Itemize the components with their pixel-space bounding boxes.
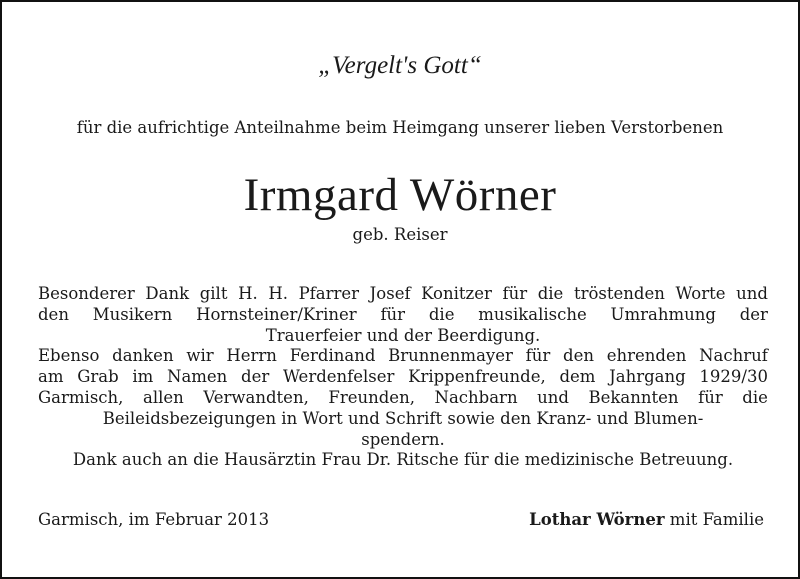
word: am bbox=[38, 367, 64, 387]
signer-suffix: mit Familie bbox=[664, 510, 764, 529]
word: danken bbox=[112, 346, 174, 366]
deceased-name: Irmgard Wörner bbox=[243, 169, 557, 221]
signature bbox=[529, 508, 764, 532]
word: im bbox=[132, 367, 154, 387]
word: Nachruf bbox=[699, 346, 768, 366]
word: 1929/30 bbox=[699, 367, 768, 387]
body-line bbox=[38, 388, 768, 409]
word: Bekannten bbox=[588, 387, 679, 407]
word: ehrenden bbox=[606, 346, 687, 366]
word: dem bbox=[559, 367, 596, 387]
word: Besonderer bbox=[38, 284, 135, 303]
body-line: Trauerfeier und der Beerdigung. bbox=[265, 325, 541, 345]
word: Werdenfelser bbox=[282, 367, 395, 387]
word: Worte bbox=[675, 284, 726, 303]
word: H. bbox=[268, 284, 288, 303]
word: Namen bbox=[167, 367, 228, 387]
word: Umrahmung bbox=[610, 304, 716, 324]
word: Grab bbox=[77, 367, 119, 387]
word: Dank bbox=[145, 284, 190, 303]
word: Jahrgang bbox=[609, 367, 686, 387]
signer-name: Lothar Wörner bbox=[529, 510, 665, 529]
word: Hornsteiner/Kriner bbox=[196, 304, 357, 324]
word: für bbox=[502, 284, 528, 303]
body-line: Dank auch an die Hausärztin Frau Dr. Ritsche für die medizinische Betreuung. bbox=[72, 450, 734, 470]
word: Ebenso bbox=[38, 346, 100, 366]
place-date: Garmisch, im Februar 2013 bbox=[38, 510, 270, 529]
word: für bbox=[380, 304, 406, 324]
body-line: spendern. bbox=[361, 429, 445, 449]
intro-line: für die aufrichtige Anteilnahme beim Heimgang unserer lieben Verstorbenen bbox=[76, 118, 724, 137]
word: H. bbox=[238, 284, 258, 303]
word: der bbox=[241, 367, 270, 387]
word: Nachbarn bbox=[434, 387, 518, 407]
word: den bbox=[38, 304, 69, 324]
word: Josef bbox=[369, 284, 411, 303]
word: gilt bbox=[199, 284, 228, 303]
body-line bbox=[38, 367, 768, 388]
word: die bbox=[537, 284, 564, 303]
word: Brunnenmayer bbox=[388, 346, 513, 366]
word: Konitzer bbox=[421, 284, 492, 303]
word: musikalische bbox=[478, 304, 587, 324]
body-line bbox=[38, 284, 768, 305]
word: und bbox=[537, 387, 569, 407]
word: Musikern bbox=[92, 304, 173, 324]
word: und bbox=[736, 284, 768, 303]
maiden-name: geb. Reiser bbox=[352, 225, 448, 244]
thanks-text bbox=[38, 284, 768, 471]
word: den bbox=[563, 346, 594, 366]
word: tröstenden bbox=[573, 284, 665, 303]
word: für bbox=[698, 387, 723, 407]
word: Freunden, bbox=[328, 387, 415, 407]
word: Verwandten, bbox=[203, 387, 309, 407]
word: Krippenfreunde, bbox=[408, 367, 546, 387]
notice-title: „Vergelt's Gott“ bbox=[318, 52, 482, 79]
word: für bbox=[525, 346, 551, 366]
word: Garmisch, bbox=[38, 387, 124, 407]
word: die bbox=[742, 387, 768, 407]
word: Pfarrer bbox=[298, 284, 360, 303]
word: Ferdinand bbox=[289, 346, 376, 366]
body-line bbox=[38, 346, 768, 367]
word: Herrn bbox=[226, 346, 277, 366]
word: der bbox=[739, 304, 768, 324]
body-line: Beileidsbezeigungen in Wort und Schrift sowie den Kranz- und Blumen- bbox=[102, 408, 704, 428]
word: allen bbox=[142, 387, 184, 407]
word: die bbox=[428, 304, 455, 324]
word: wir bbox=[186, 346, 214, 366]
body-line bbox=[38, 305, 768, 326]
